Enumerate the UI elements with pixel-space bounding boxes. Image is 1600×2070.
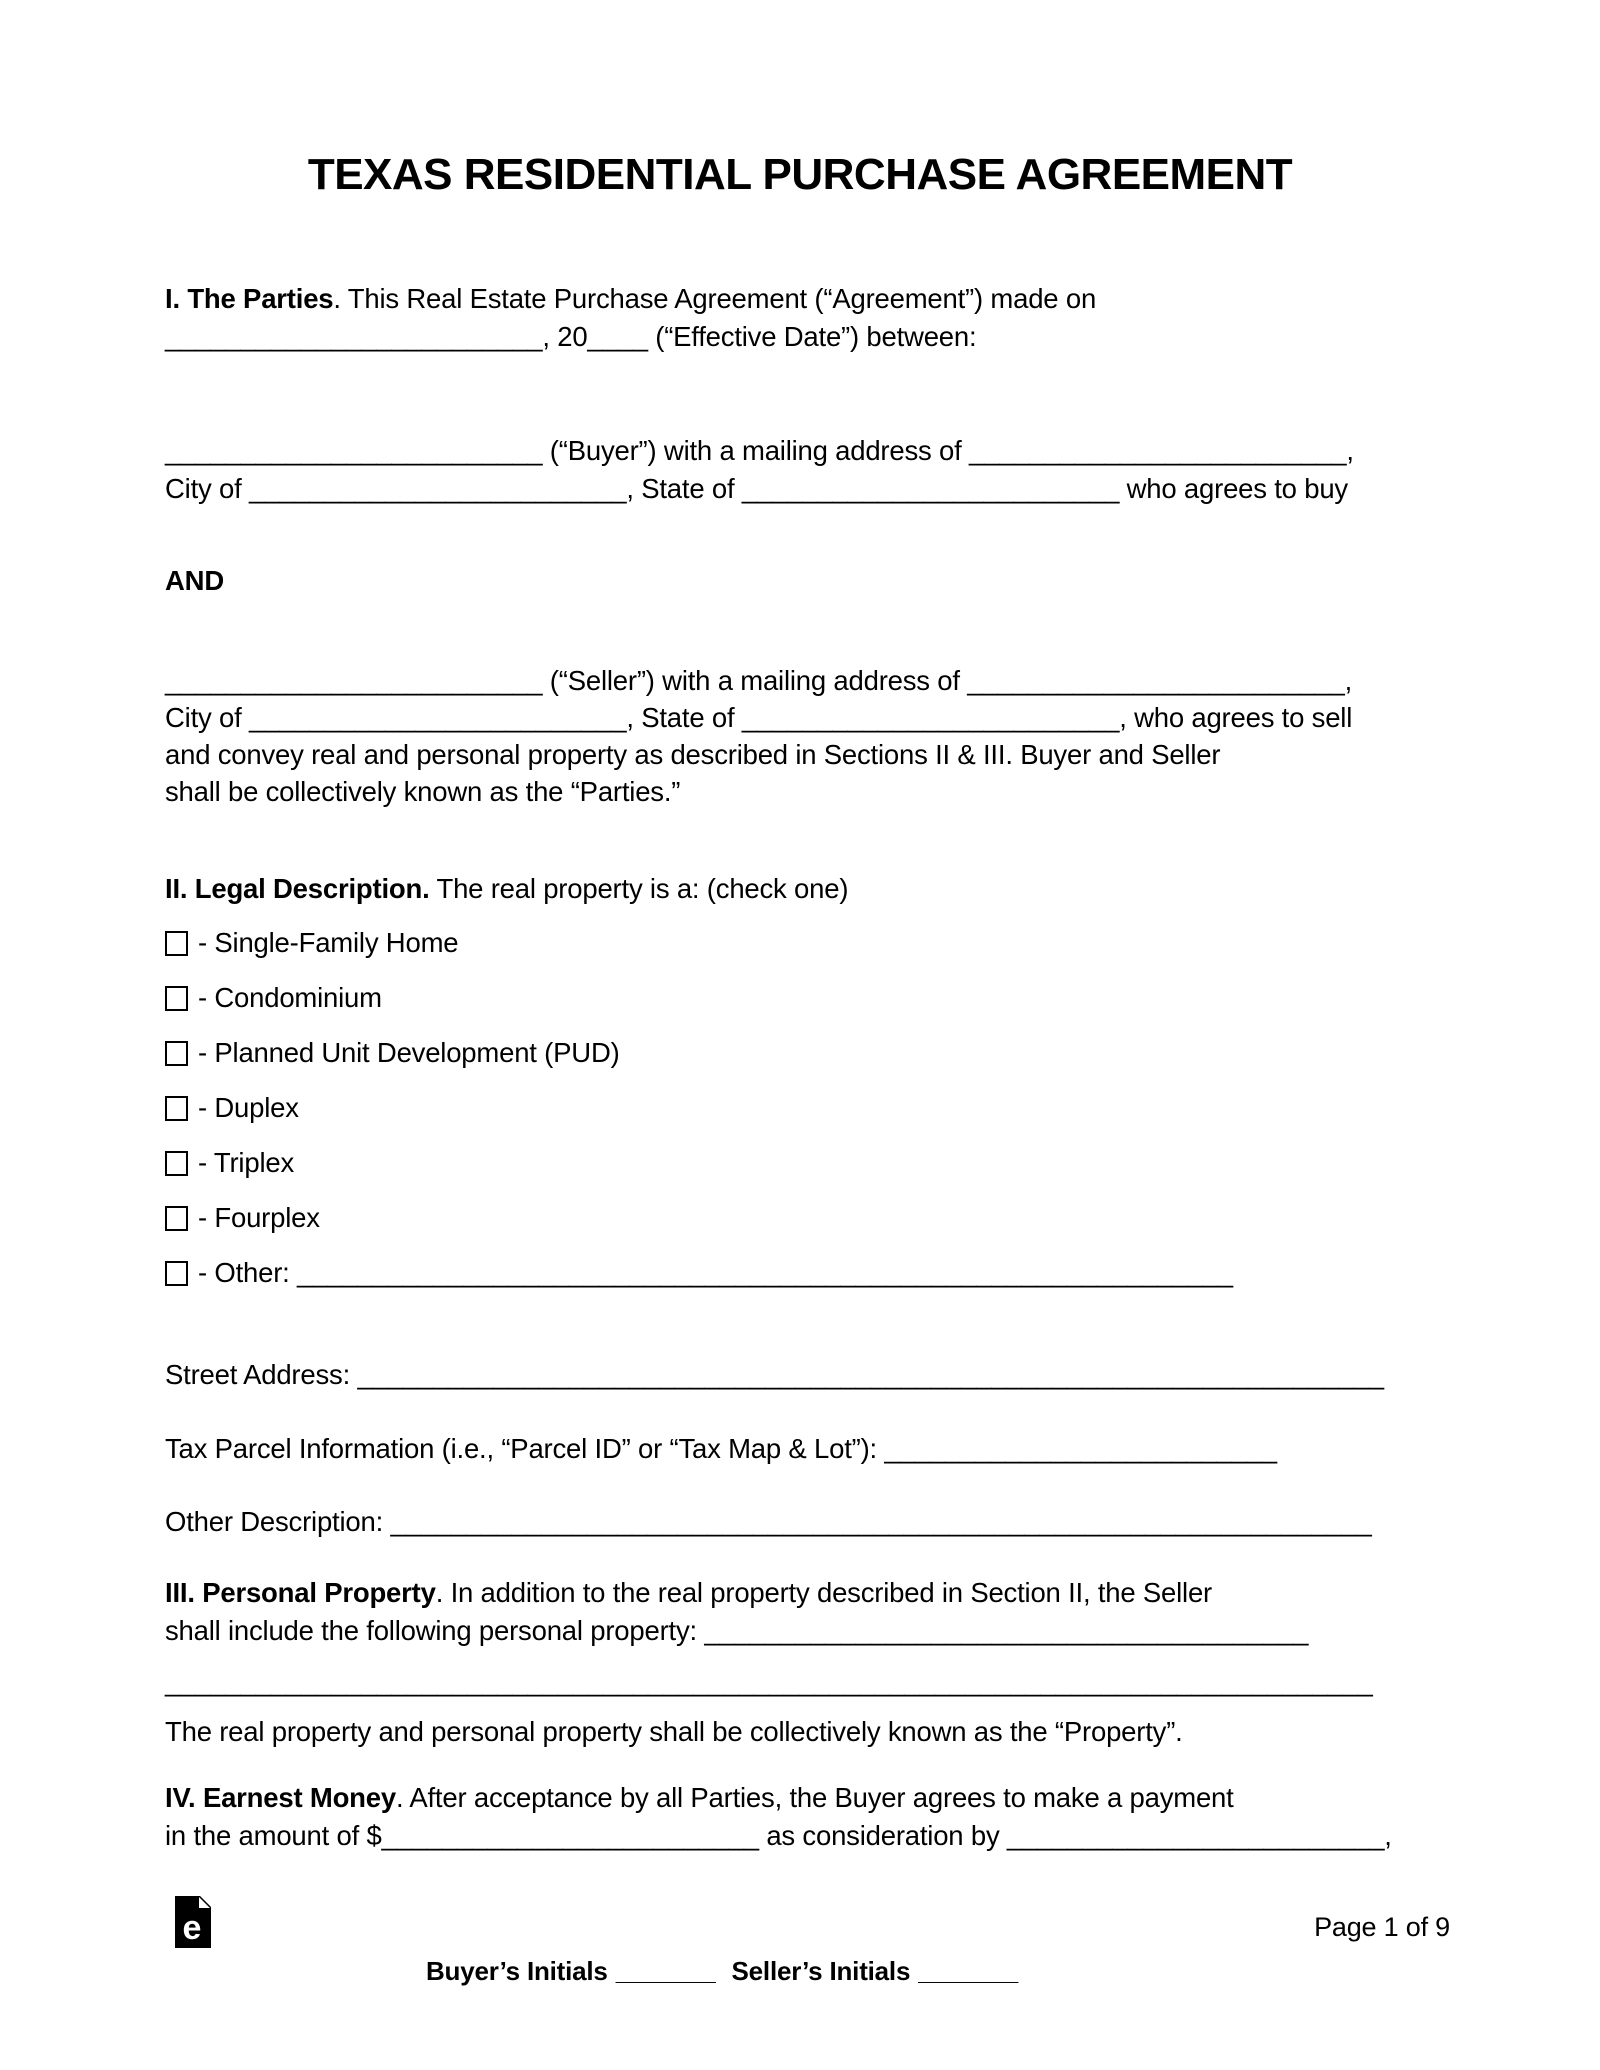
personal-property-line-2: shall include the following personal property: ________________________________________	[165, 1615, 1309, 1646]
other-description-line: Other Description: _________________________________________________________________	[165, 1506, 1372, 1537]
checkbox-triplex[interactable]	[165, 1151, 188, 1176]
parties-intro-rest: . This Real Estate Purchase Agreement (“Agreement”) made on	[333, 283, 1097, 314]
option-condominium	[165, 979, 1233, 1017]
earnest-money-intro-rest: . After acceptance by all Parties, the Buyer agrees to make a payment	[395, 1782, 1234, 1813]
seller-initials-label: Seller’s Initials	[731, 1956, 911, 1986]
eforms-logo-icon	[175, 1896, 211, 1948]
option-triplex	[165, 1144, 1233, 1182]
option-label: - Duplex	[198, 1092, 299, 1123]
legal-description-heading-rest: The real property is a: (check one)	[429, 873, 849, 904]
option-label: - Fourplex	[198, 1202, 320, 1233]
tax-parcel-line: Tax Parcel Information (i.e., “Parcel ID” or “Tax Map & Lot”): __________________________	[165, 1433, 1277, 1464]
seller-initials-blank[interactable]: _______	[918, 1956, 1019, 1986]
seller-line-4: shall be collectively known as the “Parties.”	[165, 776, 681, 807]
eforms-logo-letter: e	[182, 1909, 202, 1947]
option-duplex	[165, 1089, 1233, 1127]
buyer-line-2: City of _________________________, State of _________________________ who agrees to buy	[165, 473, 1348, 504]
initials-footer	[160, 1956, 1284, 1987]
section-personal-property	[165, 1574, 1308, 1650]
checkbox-fourplex[interactable]	[165, 1206, 188, 1231]
street-address-line: Street Address: ____________________________________________________________________	[165, 1359, 1384, 1390]
section-legal-description	[165, 870, 848, 908]
checkbox-condominium[interactable]	[165, 986, 188, 1011]
option-label: - Planned Unit Development (PUD)	[198, 1037, 620, 1068]
page-title: TEXAS RESIDENTIAL PURCHASE AGREEMENT	[307, 150, 1293, 199]
checkbox-planned-unit-development[interactable]	[165, 1041, 188, 1066]
buyer-paragraph	[165, 432, 1354, 508]
personal-property-line-1	[165, 1574, 1308, 1612]
property-collective-note: The real property and personal property shall be collectively known as the “Property”.	[165, 1716, 1183, 1747]
seller-paragraph	[165, 662, 1352, 810]
parties-intro-line-1	[165, 280, 1096, 318]
seller-line-1: _________________________ (“Seller”) with a mailing address of _________________________,	[165, 665, 1353, 696]
earnest-money-heading: IV. Earnest Money	[165, 1782, 396, 1813]
buyer-line-1: _________________________ (“Buyer”) with a mailing address of _________________________,	[165, 435, 1354, 466]
parties-heading: I. The Parties	[165, 283, 334, 314]
option-label: - Other: ______________________________________________________________	[198, 1257, 1233, 1288]
personal-property-heading: III. Personal Property	[165, 1577, 436, 1608]
option-other	[165, 1254, 1233, 1292]
option-label: - Triplex	[198, 1147, 294, 1178]
option-label: - Single-Family Home	[198, 927, 459, 958]
personal-property-intro-rest: . In addition to the real property described in Section II, the Seller	[435, 1577, 1213, 1608]
legal-description-heading: II. Legal Description.	[165, 873, 430, 904]
parties-intro-line-2: _________________________, 20____ (“Effective Date”) between:	[165, 321, 977, 352]
property-type-options	[165, 924, 1233, 1309]
option-label: - Condominium	[198, 982, 382, 1013]
buyer-initials-label: Buyer’s Initials	[425, 1956, 608, 1986]
earnest-money-line-2: in the amount of $_________________________ as consideration by _________________________,	[165, 1820, 1392, 1851]
option-fourplex	[165, 1199, 1233, 1237]
section-earnest-money	[165, 1779, 1392, 1855]
earnest-money-line-1	[165, 1779, 1392, 1817]
option-planned-unit-development	[165, 1034, 1233, 1072]
checkbox-duplex[interactable]	[165, 1096, 188, 1121]
checkbox-single-family-home[interactable]	[165, 931, 188, 956]
page-number: Page 1 of 9	[1314, 1912, 1450, 1942]
option-single-family-home	[165, 924, 1233, 962]
section-parties	[165, 280, 1096, 356]
buyer-initials-blank[interactable]: _______	[615, 1956, 716, 1986]
checkbox-other[interactable]	[165, 1261, 188, 1286]
seller-line-3: and convey real and personal property as described in Sections II & III. Buyer and Seller	[165, 739, 1221, 770]
seller-line-2: City of _________________________, State of _________________________, who agrees to sell	[165, 702, 1353, 733]
personal-property-blank-line: ________________________________________________________________________________	[165, 1666, 1373, 1697]
and-conjunction: AND	[165, 565, 224, 596]
